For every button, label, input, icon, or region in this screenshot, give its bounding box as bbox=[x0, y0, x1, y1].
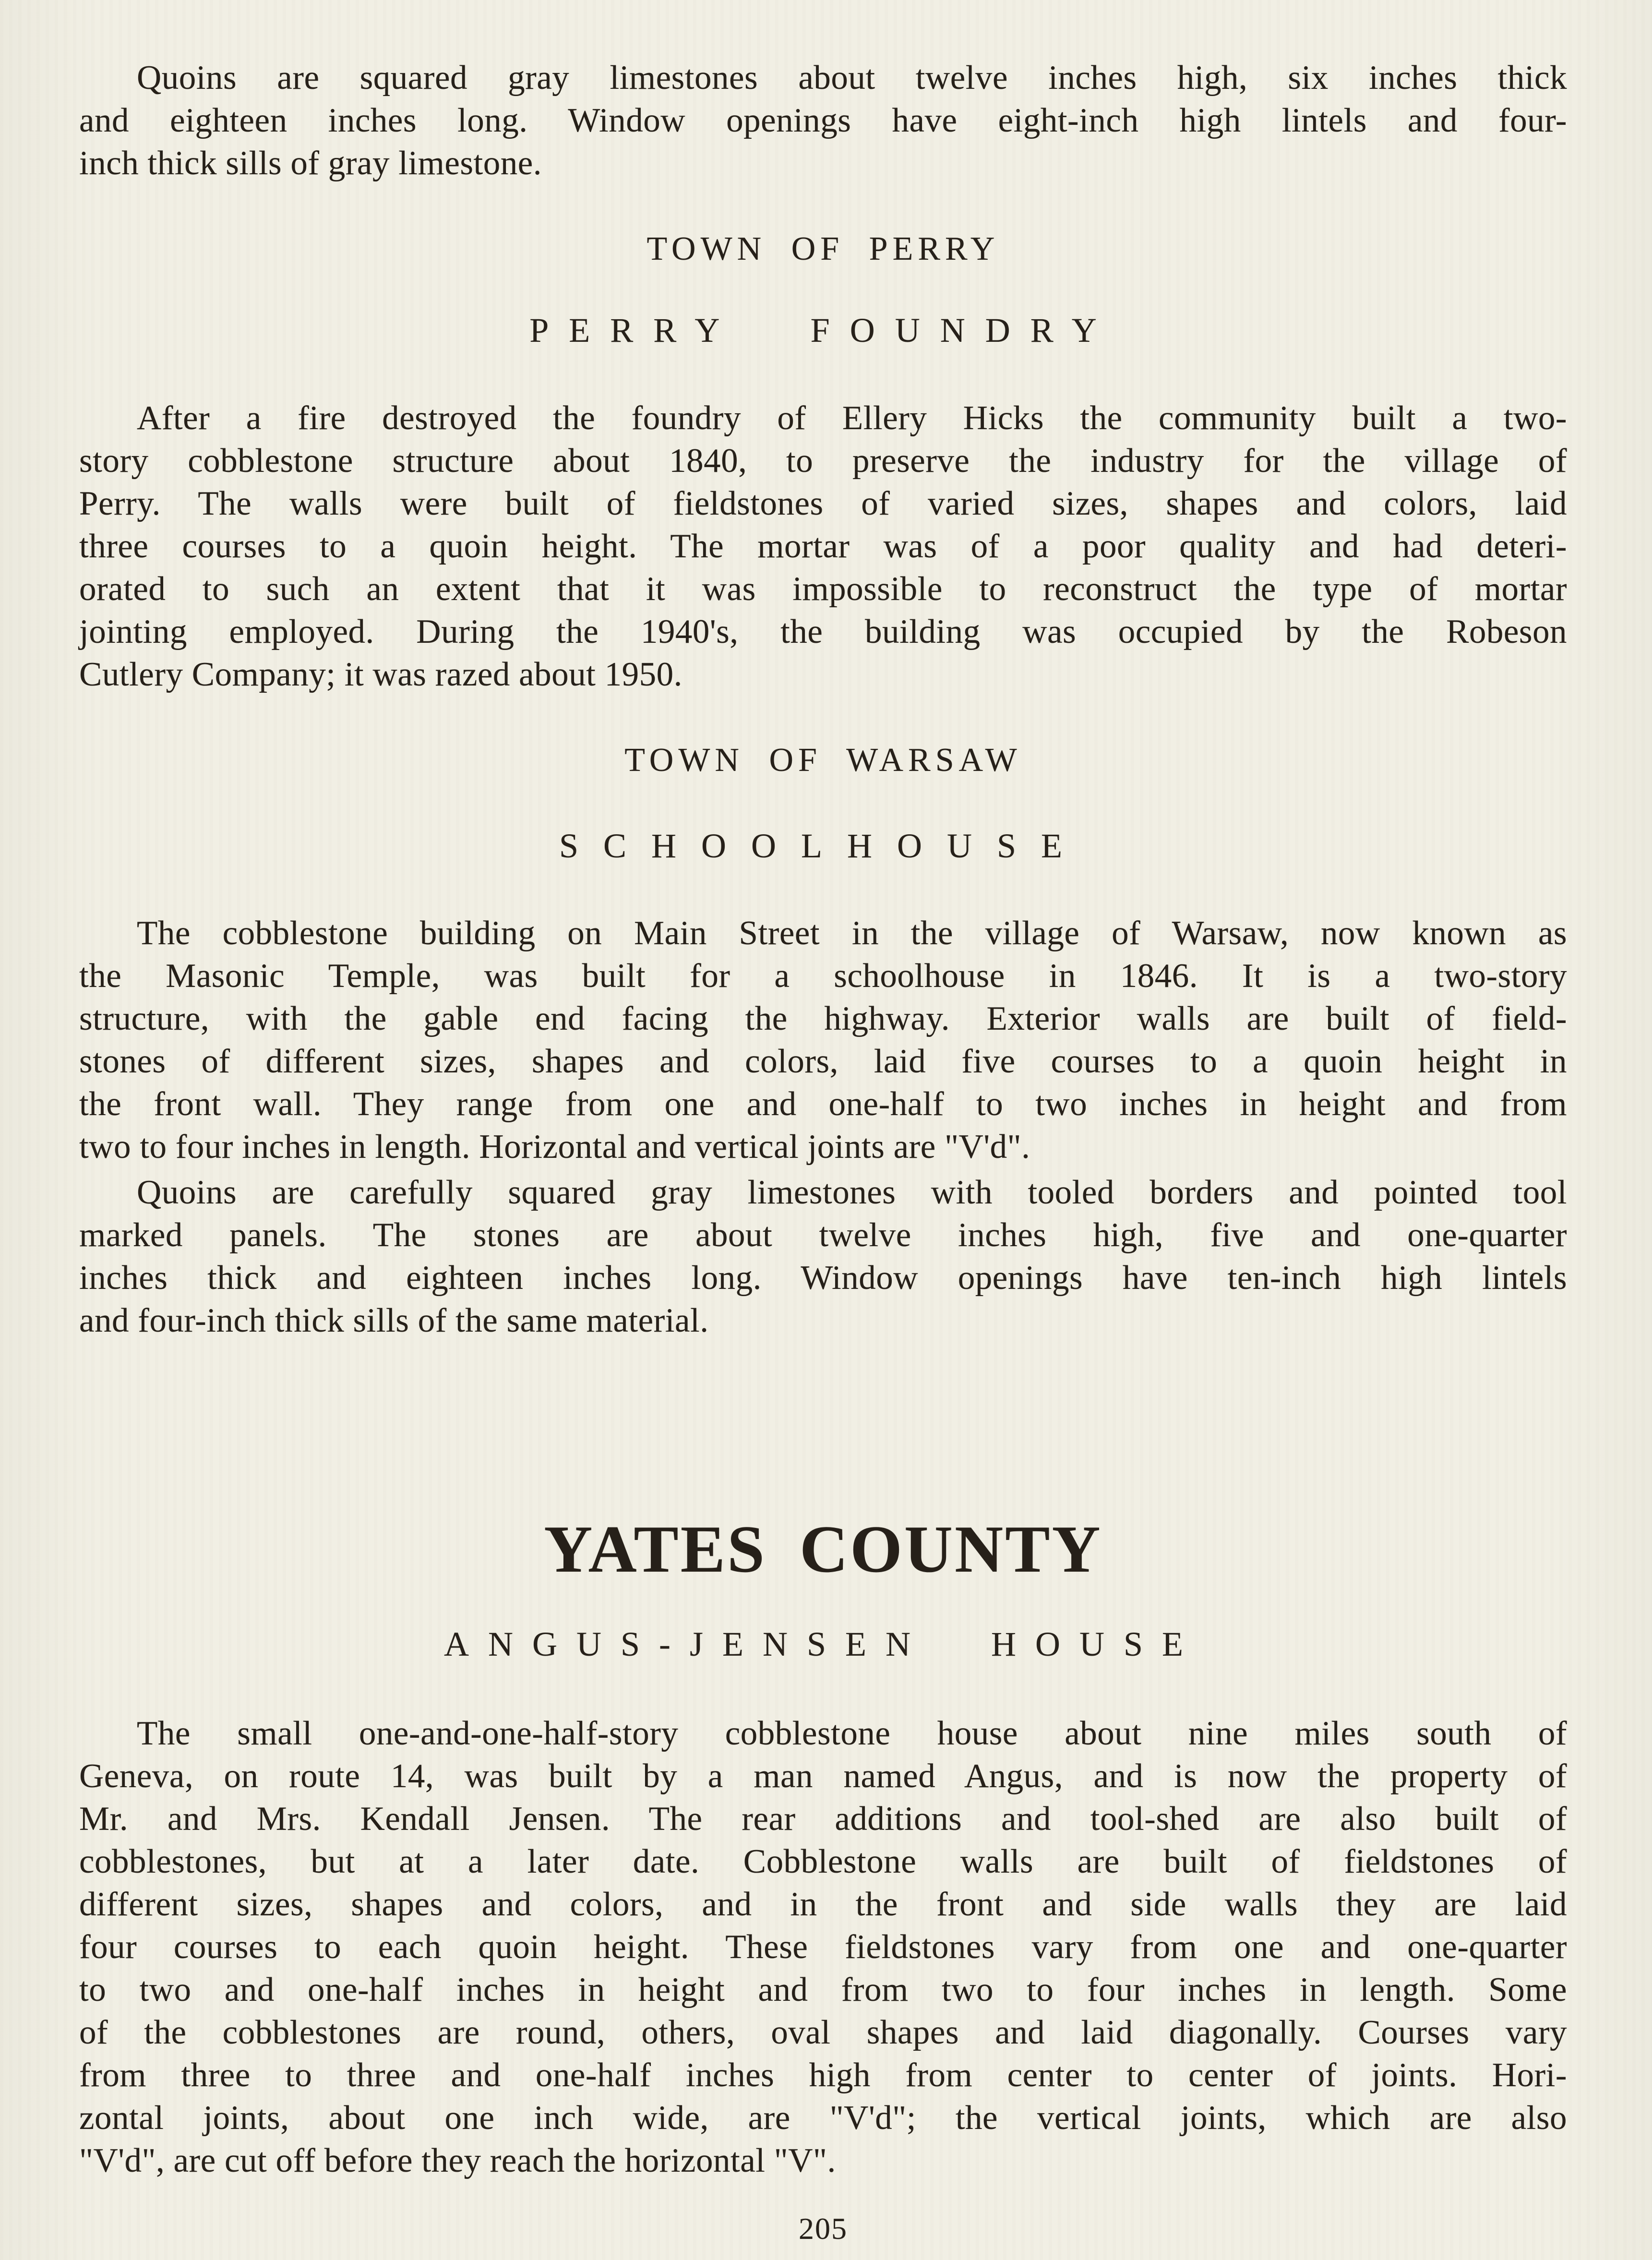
text-line: of the cobblestones are round, others, oval shapes and laid diagonally. Courses vary bbox=[79, 2014, 1567, 2051]
text-line: from three to three and one-half inches high from center to center of joints. Hori- bbox=[79, 2056, 1567, 2094]
intro-paragraph bbox=[79, 57, 1567, 185]
text-line: story cobblestone structure about 1840, to preserve the industry for the village of bbox=[79, 442, 1567, 480]
text-line: structure, with the gable end facing the highway. Exterior walls are built of field- bbox=[79, 1000, 1567, 1037]
text-line: three courses to a quoin height. The mortar was of a poor quality and had deteri- bbox=[79, 528, 1567, 565]
perry-foundry-paragraph bbox=[79, 397, 1567, 696]
text-line: Quoins are carefully squared gray limestones with tooled borders and pointed tool bbox=[137, 1174, 1567, 1211]
text-line: the Masonic Temple, was built for a schoolhouse in 1846. It is a two-story bbox=[79, 957, 1567, 995]
page-number: 205 bbox=[799, 2212, 848, 2246]
text-line: the front wall. They range from one and one-half to two inches in height and from bbox=[79, 1085, 1567, 1123]
schoolhouse-paragraph-2 bbox=[79, 1171, 1567, 1342]
town-of-warsaw-heading: TOWN OF WARSAW bbox=[624, 742, 1022, 779]
text-line: The cobblestone building on Main Street in the village of Warsaw, now known as bbox=[137, 914, 1567, 952]
text-line: zontal joints, about one inch wide, are "V'd"; the vertical joints, which are also bbox=[79, 2099, 1567, 2137]
angus-jensen-house-heading: ANGUS-JENSEN HOUSE bbox=[443, 1625, 1203, 1663]
text-line: four courses to each quoin height. These fieldstones vary from one and one-quarter bbox=[79, 1928, 1567, 1966]
perry-foundry-heading: PERRY FOUNDRY bbox=[529, 311, 1117, 349]
yates-county-heading: YATES COUNTY bbox=[544, 1512, 1102, 1587]
text-line: Quoins are squared gray limestones about twelve inches high, six inches thick bbox=[137, 59, 1567, 96]
text-line: After a fire destroyed the foundry of Ellery Hicks the community built a two- bbox=[137, 399, 1567, 437]
text-line: The small one-and-one-half-story cobblestone house about nine miles south of bbox=[137, 1715, 1567, 1752]
schoolhouse-paragraph-1 bbox=[79, 912, 1567, 1168]
text-line: "V'd", are cut off before they reach the horizontal "V". bbox=[79, 2142, 836, 2179]
text-line: Mr. and Mrs. Kendall Jensen. The rear additions and tool-shed are also built of bbox=[79, 1800, 1567, 1838]
schoolhouse-heading: SCHOOLHOUSE bbox=[559, 827, 1088, 865]
text-line: inches thick and eighteen inches long. Window openings have ten-inch high lintels bbox=[79, 1259, 1567, 1297]
text-line: Geneva, on route 14, was built by a man named Angus, and is now the property of bbox=[79, 1757, 1567, 1795]
text-line: and eighteen inches long. Window openings have eight-inch high lintels and four- bbox=[79, 102, 1567, 139]
text-line: orated to such an extent that it was impossible to reconstruct the type of mortar bbox=[79, 570, 1567, 608]
text-line: different sizes, shapes and colors, and in the front and side walls they are laid bbox=[79, 1886, 1567, 1923]
text-line: inch thick sills of gray limestone. bbox=[79, 144, 542, 182]
text-line: to two and one-half inches in height and from two to four inches in length. Some bbox=[79, 1971, 1567, 2008]
angus-jensen-paragraph bbox=[79, 1712, 1567, 2182]
text-line: marked panels. The stones are about twelve inches high, five and one-quarter bbox=[79, 1216, 1567, 1254]
text-line: cobblestones, but at a later date. Cobblestone walls are built of fieldstones of bbox=[79, 1843, 1567, 1880]
text-line: stones of different sizes, shapes and colors, laid five courses to a quoin height in bbox=[79, 1043, 1567, 1080]
text-line: and four-inch thick sills of the same material. bbox=[79, 1302, 709, 1339]
text-line: Perry. The walls were built of fieldstones of varied sizes, shapes and colors, laid bbox=[79, 485, 1567, 522]
text-line: jointing employed. During the 1940's, the building was occupied by the Robeson bbox=[79, 613, 1567, 650]
town-of-perry-heading: TOWN OF PERRY bbox=[646, 230, 1000, 267]
text-line: Cutlery Company; it was razed about 1950. bbox=[79, 656, 682, 693]
text-line: two to four inches in length. Horizontal and vertical joints are "V'd". bbox=[79, 1128, 1030, 1166]
